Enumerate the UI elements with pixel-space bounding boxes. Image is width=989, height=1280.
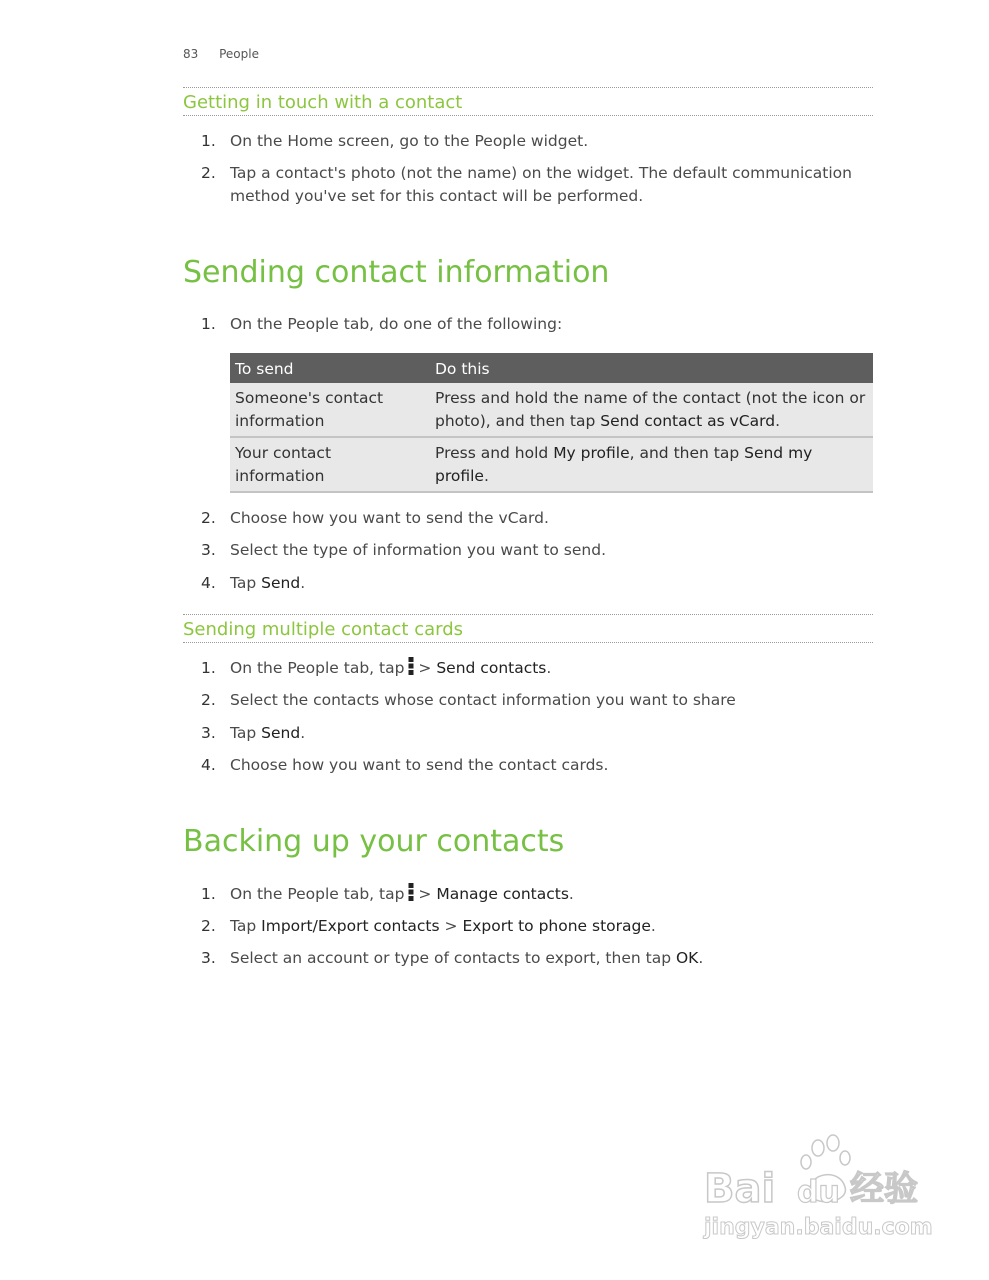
step-number: 2. [201, 917, 216, 935]
subheading-title: Sending multiple contact cards [183, 619, 464, 640]
ui-term: OK [675, 949, 699, 967]
step-text [230, 915, 873, 938]
subheading-multiple-cards [183, 614, 873, 643]
step-text [230, 883, 873, 906]
ui-term: Export to phone storage [462, 917, 651, 935]
step-text-part: Select an account or type of contacts to export, then tap [230, 949, 676, 967]
table-cell [430, 437, 873, 492]
step-number: 1. [201, 132, 216, 150]
header-section-title: People [219, 47, 259, 61]
svg-text:jingyan.baidu.com: jingyan.baidu.com [704, 1215, 933, 1240]
ui-term: Send my profile [435, 444, 813, 485]
step-number: 3. [201, 541, 216, 559]
step-text [230, 947, 873, 970]
table-cell [430, 383, 873, 437]
step-number: 4. [201, 574, 216, 592]
menu-icon [408, 883, 414, 901]
table-cell: Your contact information [230, 437, 430, 492]
ui-term: My profile [553, 444, 630, 462]
step-text-part: . [568, 885, 574, 903]
step-text: On the People tab, do one of the following: [230, 315, 563, 333]
page-number: 83 [183, 47, 199, 61]
step-text-part: Tap [230, 724, 262, 742]
step-text: Select the type of information you want to send. [230, 541, 607, 559]
section-title-backing-up: Backing up your contacts [183, 824, 565, 859]
step-text: On the Home screen, go to the People widget. [230, 132, 589, 150]
send-options-table [230, 353, 873, 493]
ui-term: Import/Export contacts [261, 917, 440, 935]
step-number: 1. [201, 885, 216, 903]
cell-text: Press and hold [435, 444, 554, 462]
table-row [230, 383, 873, 437]
step-text-part: . [300, 724, 306, 742]
step-text-part: > [418, 659, 437, 677]
step-text-part: . [300, 574, 306, 592]
subheading-getting-in-touch [183, 87, 873, 116]
menu-icon [408, 657, 414, 675]
cell-text: . [483, 467, 489, 485]
step-text: Select the contacts whose contact information you want to share [230, 691, 736, 709]
step-number: 1. [201, 315, 216, 333]
cell-text: , and then tap [629, 444, 745, 462]
svg-text:经验: 经验 [850, 1169, 918, 1209]
step-text-part: On the People tab, tap [230, 885, 405, 903]
step-text: Choose how you want to send the contact cards. [230, 756, 609, 774]
step-number: 3. [201, 724, 216, 742]
subheading-title: Getting in touch with a contact [183, 92, 463, 113]
step-text-part: On the People tab, tap [230, 659, 405, 677]
table-header-row [230, 353, 873, 383]
step-text: Choose how you want to send the vCard. [230, 509, 549, 527]
step-number: 2. [201, 164, 216, 182]
step-number: 3. [201, 949, 216, 967]
ui-term: Send contact as vCard [600, 412, 776, 430]
step-text [230, 657, 873, 680]
ui-term: Send contacts [436, 659, 547, 677]
step-number: 1. [201, 659, 216, 677]
step-text-part: . [546, 659, 552, 677]
step-text-part: . [650, 917, 656, 935]
step-text [230, 572, 873, 595]
step-number: 2. [201, 509, 216, 527]
step-text [230, 722, 873, 745]
step-text-part: > [418, 885, 437, 903]
step-text-part: Tap [230, 917, 262, 935]
table-header: To send [230, 353, 430, 383]
step-number: 4. [201, 756, 216, 774]
step-text-part: . [698, 949, 704, 967]
table-cell: Someone's contact information [230, 383, 430, 437]
step-text-part: > [439, 917, 463, 935]
cell-text: Press and hold the name of the contact (not the icon or photo), and then tap [435, 389, 866, 430]
step-text: Tap a contact's photo (not the name) on the widget. The default communication method you've set for this contact will be performed. [230, 164, 852, 205]
step-text-part: Tap [230, 574, 262, 592]
ui-term: Send [261, 724, 301, 742]
svg-text:du: du [797, 1175, 840, 1210]
cell-text: . [775, 412, 781, 430]
table-row [230, 437, 873, 492]
ui-term: Manage contacts [436, 885, 569, 903]
step-number: 2. [201, 691, 216, 709]
svg-text:Bai: Bai [704, 1166, 776, 1212]
ui-term: Send [261, 574, 301, 592]
baidu-watermark-logo [700, 1132, 940, 1247]
section-title-sending-info: Sending contact information [183, 255, 610, 290]
page-header [183, 47, 259, 61]
table-header: Do this [430, 353, 873, 383]
